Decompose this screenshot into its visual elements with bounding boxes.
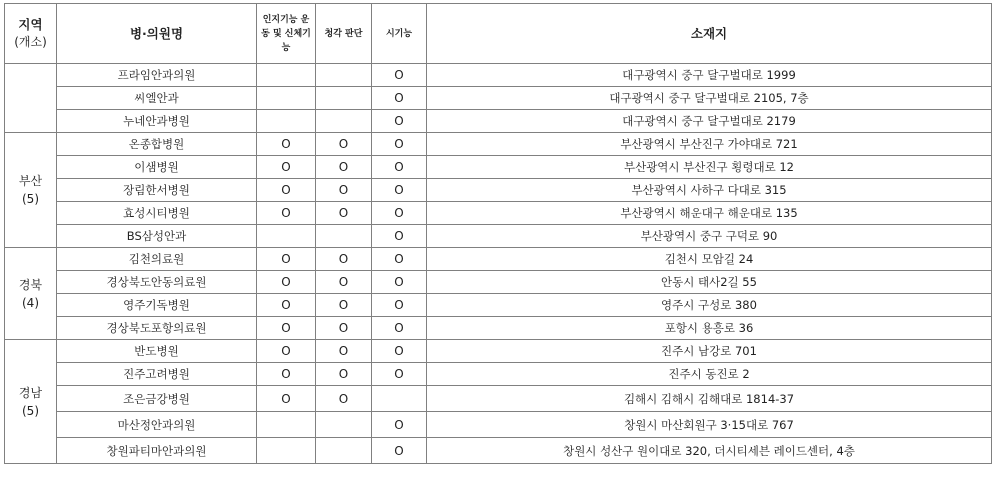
header-row xyxy=(5,4,992,64)
hearing-cell: O xyxy=(316,179,372,202)
address-cell: 영주시 구성로 380 xyxy=(427,294,992,317)
hearing-cell: O xyxy=(316,317,372,340)
header-hearing: 청각 판단 xyxy=(316,4,372,64)
cognitive-cell: O xyxy=(257,340,316,363)
region-cell xyxy=(5,340,57,464)
table-row xyxy=(5,87,992,110)
header-vision: 시기능 xyxy=(372,4,427,64)
hearing-cell xyxy=(316,110,372,133)
table-row xyxy=(5,248,992,271)
vision-cell: O xyxy=(372,317,427,340)
hospital-name-cell: 반도병원 xyxy=(57,340,257,363)
vision-cell: O xyxy=(372,202,427,225)
table-row xyxy=(5,202,992,225)
table-row xyxy=(5,64,992,87)
address-cell: 김해시 김해시 김해대로 1814-37 xyxy=(427,386,992,412)
address-cell: 김천시 모암길 24 xyxy=(427,248,992,271)
vision-cell: O xyxy=(372,340,427,363)
header-cognitive: 인지기능 운동 및 신체기능 xyxy=(257,4,316,64)
table-row xyxy=(5,386,992,412)
vision-cell: O xyxy=(372,133,427,156)
hospital-name-cell: 진주고려병원 xyxy=(57,363,257,386)
region-cell xyxy=(5,133,57,248)
header-region-label: 지역 xyxy=(18,17,43,32)
cognitive-cell: O xyxy=(257,179,316,202)
table-row xyxy=(5,133,992,156)
hearing-cell: O xyxy=(316,156,372,179)
cognitive-cell: O xyxy=(257,133,316,156)
hearing-cell: O xyxy=(316,386,372,412)
table-row xyxy=(5,340,992,363)
cognitive-cell xyxy=(257,64,316,87)
vision-cell: O xyxy=(372,248,427,271)
table-row xyxy=(5,225,992,248)
vision-cell xyxy=(372,386,427,412)
hearing-cell: O xyxy=(316,271,372,294)
hospital-name-cell: 경상북도포항의료원 xyxy=(57,317,257,340)
table-row xyxy=(5,412,992,438)
vision-cell: O xyxy=(372,179,427,202)
address-cell: 창원시 마산회원구 3·15대로 767 xyxy=(427,412,992,438)
vision-cell: O xyxy=(372,64,427,87)
table-row xyxy=(5,156,992,179)
hearing-cell: O xyxy=(316,340,372,363)
vision-cell: O xyxy=(372,110,427,133)
vision-cell: O xyxy=(372,412,427,438)
header-name: 병·의원명 xyxy=(57,4,257,64)
hospital-name-cell: 영주기독병원 xyxy=(57,294,257,317)
table-row xyxy=(5,317,992,340)
hospital-name-cell: 온종합병원 xyxy=(57,133,257,156)
hearing-cell xyxy=(316,87,372,110)
hearing-cell xyxy=(316,64,372,87)
address-cell: 부산광역시 사하구 다대로 315 xyxy=(427,179,992,202)
hospital-table xyxy=(4,3,992,464)
vision-cell: O xyxy=(372,294,427,317)
vision-cell: O xyxy=(372,87,427,110)
cognitive-cell: O xyxy=(257,156,316,179)
hospital-name-cell: 장림한서병원 xyxy=(57,179,257,202)
vision-cell: O xyxy=(372,225,427,248)
cognitive-cell xyxy=(257,110,316,133)
address-cell: 부산광역시 해운대구 해운대로 135 xyxy=(427,202,992,225)
hospital-name-cell: 이샘병원 xyxy=(57,156,257,179)
address-cell: 대구광역시 중구 달구벌대로 1999 xyxy=(427,64,992,87)
hearing-cell: O xyxy=(316,133,372,156)
hearing-cell xyxy=(316,225,372,248)
hospital-name-cell: 누네안과병원 xyxy=(57,110,257,133)
address-cell: 부산광역시 중구 구덕로 90 xyxy=(427,225,992,248)
vision-cell: O xyxy=(372,438,427,464)
hearing-cell xyxy=(316,438,372,464)
address-cell: 안동시 태사2길 55 xyxy=(427,271,992,294)
vision-cell: O xyxy=(372,271,427,294)
table-row xyxy=(5,179,992,202)
region-name: 경북 xyxy=(18,277,43,292)
cognitive-cell: O xyxy=(257,271,316,294)
cognitive-cell xyxy=(257,225,316,248)
hospital-name-cell: 조은금강병원 xyxy=(57,386,257,412)
table-body xyxy=(5,64,992,464)
region-count: (5) xyxy=(22,403,39,418)
hospital-name-cell: 김천의료원 xyxy=(57,248,257,271)
address-cell: 진주시 남강로 701 xyxy=(427,340,992,363)
address-cell: 대구광역시 중구 달구벌대로 2179 xyxy=(427,110,992,133)
address-cell: 진주시 동진로 2 xyxy=(427,363,992,386)
cognitive-cell: O xyxy=(257,317,316,340)
cognitive-cell: O xyxy=(257,294,316,317)
address-cell: 창원시 성산구 원이대로 320, 더시티세븐 레이드센터, 4층 xyxy=(427,438,992,464)
cognitive-cell: O xyxy=(257,363,316,386)
region-cell xyxy=(5,64,57,133)
region-count: (5) xyxy=(22,192,39,206)
hearing-cell: O xyxy=(316,248,372,271)
header-region xyxy=(5,4,57,64)
cognitive-cell xyxy=(257,87,316,110)
header-region-sub: (개소) xyxy=(14,35,47,49)
vision-cell: O xyxy=(372,363,427,386)
region-cell xyxy=(5,248,57,340)
table-row xyxy=(5,363,992,386)
hospital-name-cell: 효성시티병원 xyxy=(57,202,257,225)
region-name: 경남 xyxy=(18,385,43,400)
cognitive-cell: O xyxy=(257,202,316,225)
hospital-name-cell: BS삼성안과 xyxy=(57,225,257,248)
region-name: 부산 xyxy=(18,174,43,188)
hospital-name-cell: 창원파티마안과의원 xyxy=(57,438,257,464)
hearing-cell: O xyxy=(316,294,372,317)
hearing-cell: O xyxy=(316,202,372,225)
table-row xyxy=(5,110,992,133)
cognitive-cell: O xyxy=(257,248,316,271)
table-row xyxy=(5,271,992,294)
hospital-name-cell: 씨엘안과 xyxy=(57,87,257,110)
hospital-name-cell: 경상북도안동의료원 xyxy=(57,271,257,294)
hearing-cell xyxy=(316,412,372,438)
address-cell: 부산광역시 부산진구 가야대로 721 xyxy=(427,133,992,156)
hospital-name-cell: 마산정안과의원 xyxy=(57,412,257,438)
hospital-name-cell: 프라임안과의원 xyxy=(57,64,257,87)
cognitive-cell xyxy=(257,438,316,464)
vision-cell: O xyxy=(372,156,427,179)
cognitive-cell: O xyxy=(257,386,316,412)
address-cell: 포항시 용흥로 36 xyxy=(427,317,992,340)
address-cell: 부산광역시 부산진구 횡령대로 12 xyxy=(427,156,992,179)
region-count: (4) xyxy=(22,295,39,310)
header-address: 소재지 xyxy=(427,4,992,64)
table-row xyxy=(5,294,992,317)
hearing-cell: O xyxy=(316,363,372,386)
cognitive-cell xyxy=(257,412,316,438)
table-row xyxy=(5,438,992,464)
address-cell: 대구광역시 중구 달구벌대로 2105, 7층 xyxy=(427,87,992,110)
